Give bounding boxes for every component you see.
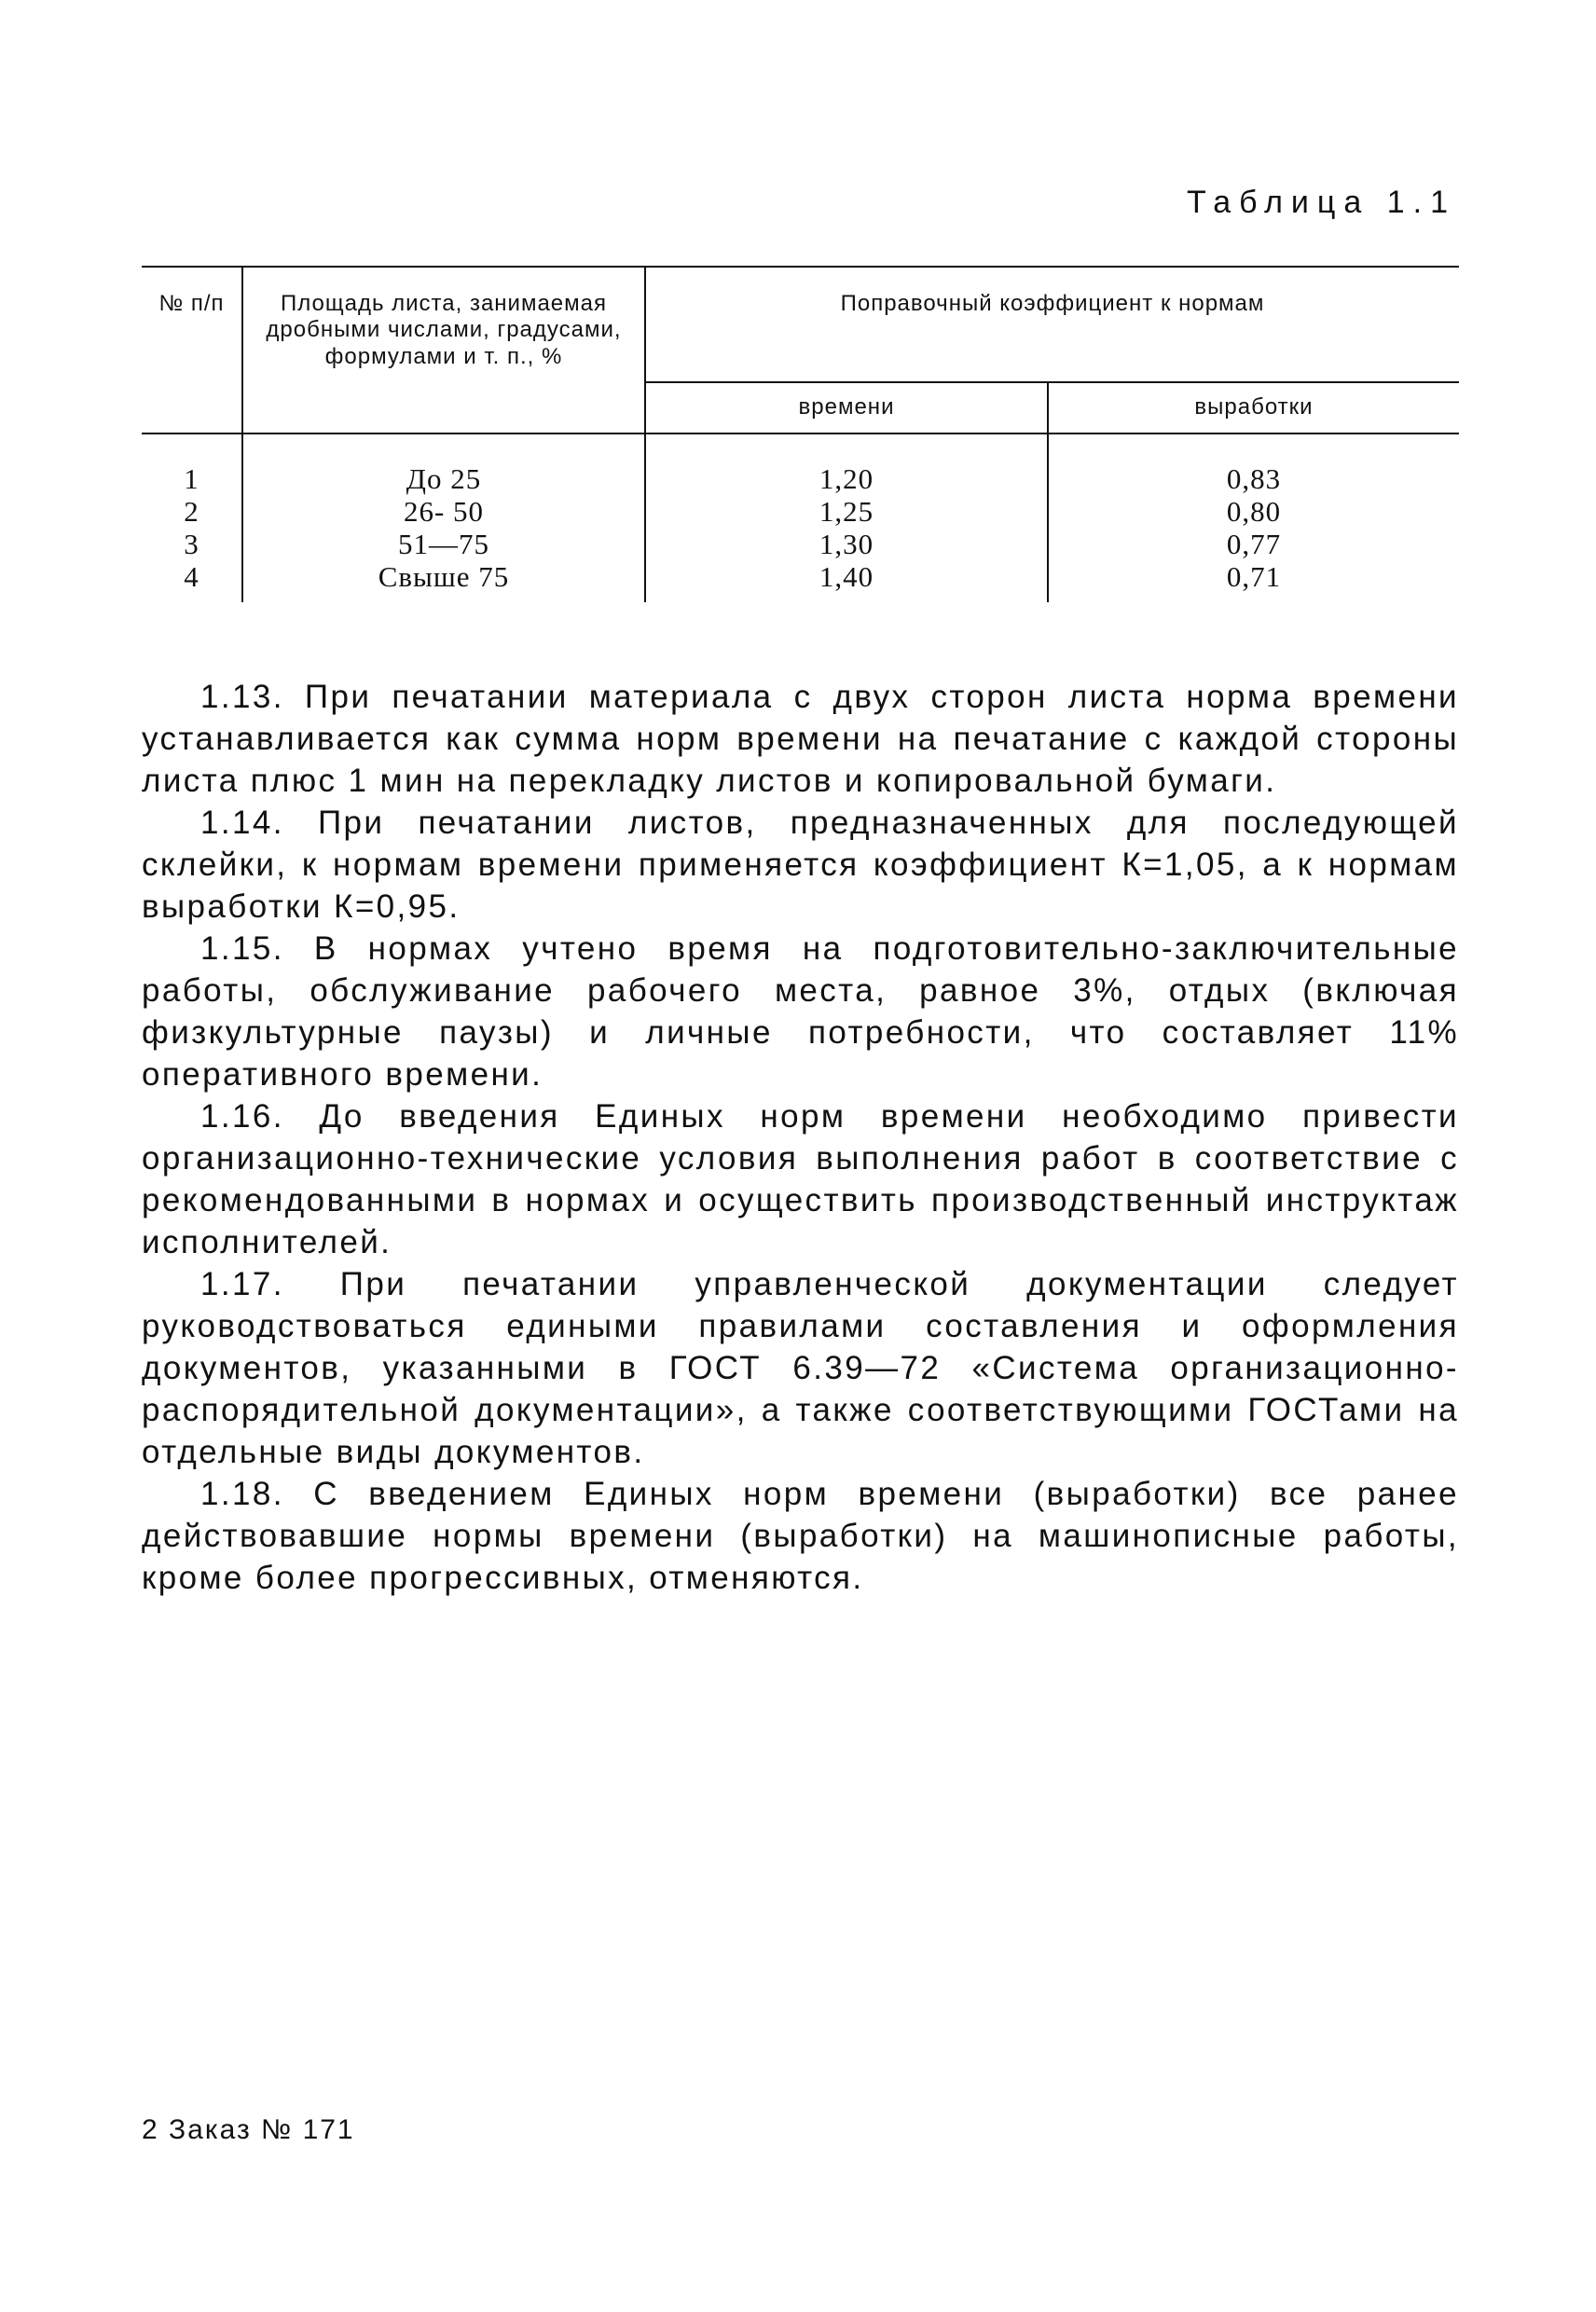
- column-number-values: [142, 434, 242, 602]
- paragraph-1-16: 1.16. До введения Единых норм времени необходимо привести организационно-технические условия выполнения работ в соответствие с рекомендованными в нормах и осуществить производственный инструктаж исполнителей.: [142, 1098, 1459, 1260]
- paragraph-1-15: 1.15. В нормах учтено время на подготовительно-заключительные работы, обслуживание рабочего места, равное 3%, отдых (включая физкультурные паузы) и личные потребности, что составляет 11% оперативного времени.: [142, 930, 1459, 1093]
- row-number: 3: [184, 528, 200, 560]
- correction-coefficient-table: [142, 266, 1459, 602]
- row-output-coefficient: 0,80: [1226, 495, 1282, 528]
- row-output-coefficient: 0,71: [1226, 560, 1282, 593]
- row-area: 51—75: [398, 528, 489, 560]
- header-number: № п/п: [142, 267, 242, 434]
- row-number: 4: [184, 560, 200, 593]
- paragraph-1-14: 1.14. При печатании листов, предназначенных для последующей склейки, к нормам времени применяется коэффициент К=1,05, а к нормам выработки К=0,95.: [142, 805, 1459, 925]
- row-output-coefficient: 0,83: [1226, 462, 1282, 495]
- paragraph-1-18: 1.18. С введением Единых норм времени (выработки) все ранее действовавшие нормы времени (выработки) на машинописные работы, кроме более прогрессивных, отменяются.: [142, 1476, 1459, 1596]
- header-correction-group: Поправочный коэффициент к нормам: [645, 267, 1459, 382]
- column-area-values: [242, 434, 645, 602]
- row-time-coefficient: 1,40: [819, 560, 874, 593]
- paragraph-1-17: 1.17. При печатании управленческой документации следует руководствоваться едиными правилами составления и оформления документов, указанными в ГОСТ 6.39—72 «Система организационно-распорядительной документации», а также соответствующими ГОСТами на отдельные виды документов.: [142, 1266, 1459, 1470]
- header-time: времени: [645, 382, 1048, 434]
- header-output: выработки: [1048, 382, 1459, 434]
- row-number: 1: [184, 462, 200, 495]
- row-output-coefficient: 0,77: [1226, 528, 1282, 560]
- row-area: До 25: [406, 462, 482, 495]
- body-text: [142, 676, 1459, 1599]
- row-area: Свыше 75: [378, 560, 510, 593]
- row-area: 26- 50: [403, 495, 485, 528]
- row-time-coefficient: 1,20: [819, 462, 874, 495]
- row-time-coefficient: 1,30: [819, 528, 874, 560]
- column-output-values: [1048, 434, 1459, 602]
- header-area: Площадь листа, занимаемая дробными числами, градусами, формулами и т. п., %: [242, 267, 645, 434]
- table-title: Таблица 1.1: [1186, 185, 1456, 220]
- row-time-coefficient: 1,25: [819, 495, 874, 528]
- column-time-values: [645, 434, 1048, 602]
- row-number: 2: [184, 495, 200, 528]
- page-footer: 2 Заказ № 171: [142, 2114, 355, 2145]
- paragraph-1-13: 1.13. При печатании материала с двух сторон листа норма времени устанавливается как сумма норм времени на печатание с каждой стороны листа плюс 1 мин на перекладку листов и копировальной бумаги.: [142, 679, 1459, 799]
